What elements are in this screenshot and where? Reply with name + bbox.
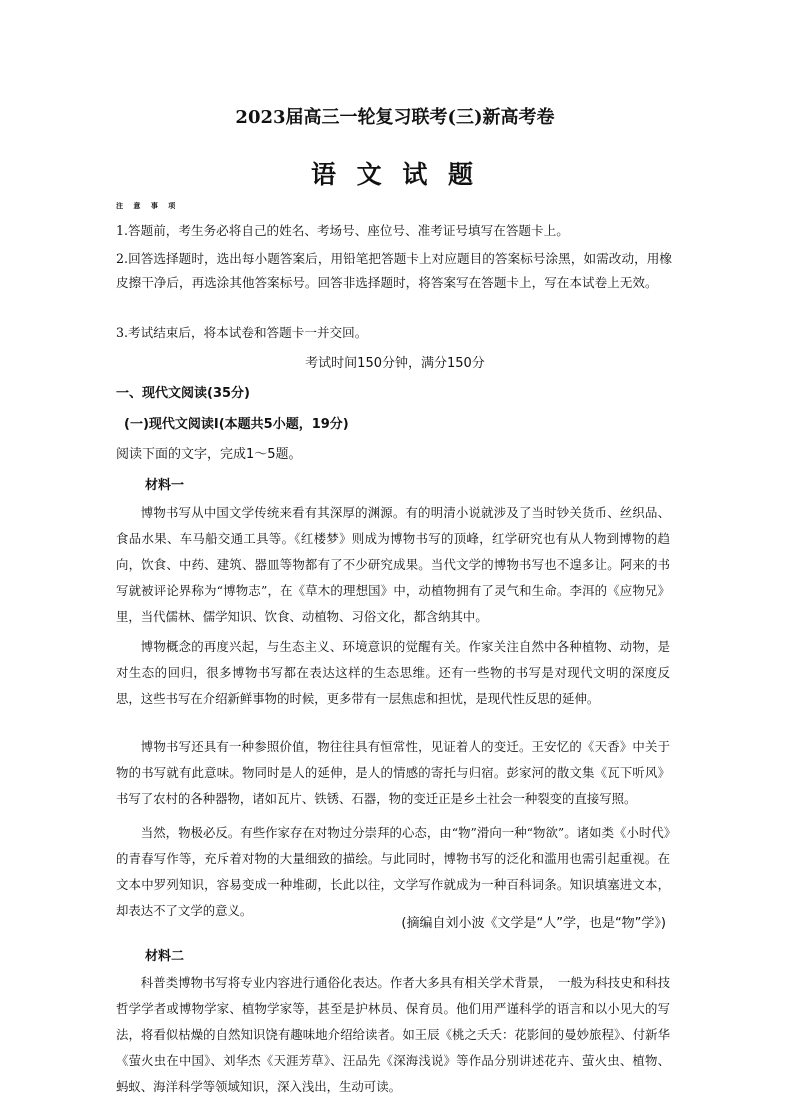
material-one-paragraph-1: 博物书写从中国文学传统来看有其深厚的渊源。有的明清小说就涉及了当时钞关货币、丝织品、食品水果、车马船交通工具等。《红楼梦》则成为博物书写的顶峰，红学研究也有从人物到博物的趋向，饮食、中药、建筑、器皿等物都有了不少研究成果。当代文学的博物书写也不遑多让。阿来的书写就被评论界称为“博物志”，在《草木的理想国》中，动植物拥有了灵气和生命。李洱的《应物兄》里，当代儒林、儒学知识、饮食、动植物、习俗文化，都含纳其中。 [116, 505, 670, 624]
material-two-label: 材料二 [145, 949, 185, 964]
material-one-paragraph-4: 当然，物极必反。有些作家存在对物过分崇拜的心态，由“物”滑向一种“物欲”。诸如类《小时代》的青春写作等，充斥着对物的大量细致的描绘。与此同时，博物书写的泛化和滥用也需引起重视。在文本中罗列知识，容易变成一种堆砌，长此以往，文学写作就成为一种百科词条。知识填塞进文本，却表达不了文学的意义。 [116, 825, 670, 918]
material-one-source: (摘编自刘小波《文学是“人”学，也是“物”学》) [401, 916, 666, 931]
exam-title: 2023届高三一轮复习联考(三)新高考卷 [235, 107, 555, 128]
notice-item-1: 1.答题前，考生务必将自己的姓名、考场号、座位号、准考证号填写在答题卡上。 [116, 223, 569, 238]
reading-instruction: 阅读下面的文字，完成1～5题。 [116, 447, 302, 462]
material-one-paragraph-2: 博物概念的再度兴起，与生态主义、环境意识的觉醒有关。作家关注自然中各种植物、动物，是对生态的回归，很多博物书写都在表达这样的生态思维。还有一些物的书写是对现代文明的深度反思，这些书写在介绍新鲜事物的时候，更多带有一层焦虑和担忧，是现代性反思的延伸。 [116, 639, 670, 706]
sub-section-heading: (一)现代文阅读Ⅰ(本题共5小题，19分) [124, 417, 349, 432]
section-heading: 一、现代文阅读(35分) [116, 386, 250, 401]
notice-label: 注 意 事 项 [116, 201, 180, 210]
notice-item-2: 2.回答选择题时，选出每小题答案后，用铅笔把答题卡上对应题目的答案标号涂黑，如需改动，用橡皮擦干净后，再选涂其他答案标号。回答非选择题时，将答案写在答题卡上，写在本试卷上无效。 [116, 251, 672, 290]
material-one-label: 材料一 [145, 478, 185, 493]
exam-time: 考试时间150分钟，满分150分 [305, 356, 485, 371]
material-two-paragraph-1: 科普类博物书写将专业内容进行通俗化表达。作者大多具有相关学术背景， 一般为科技史和科技哲学学者或博物学家、植物学家等，甚至是护林员、保育员。他们用严谨科学的语言和以小见大的写法，将看似枯燥的自然知识饶有趣味地介绍给读者。如王辰《桃之夭夭：花影间的曼妙旅程》、付新华《萤火虫在中国》、刘华杰《天涯芳草》、汪品先《深海浅说》等作品分别讲述花卉、萤火虫、植物、蚂蚁、海洋科学等领域知识，深入浅出，生动可读。 [116, 975, 670, 1094]
subject-title: 语 文 试 题 [310, 160, 480, 189]
notice-item-3: 3.考试结束后，将本试卷和答题卡一并交回。 [116, 325, 368, 340]
material-one-paragraph-3: 博物书写还具有一种参照价值，物往往具有恒常性，见证着人的变迁。王安忆的《天香》中关于物的书写就有此意味。物同时是人的延伸，是人的情感的寄托与归宿。彭家河的散文集《瓦下听风》书写了农村的各种器物，诸如瓦片、铁锈、石器，物的变迁正是乡土社会一种裂变的直接写照。 [116, 739, 670, 806]
